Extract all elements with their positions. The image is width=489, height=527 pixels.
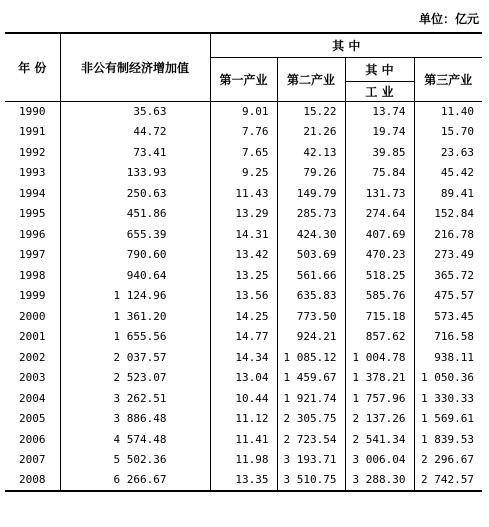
table-body — [5, 101, 482, 491]
cell-industry: 470.23 — [345, 245, 414, 266]
cell-tertiary: 1 050.36 — [414, 368, 482, 389]
header-secondary: 第二产业 — [277, 57, 345, 101]
cell-industry: 2 137.26 — [345, 409, 414, 430]
cell-industry: 75.84 — [345, 163, 414, 184]
cell-total: 790.60 — [60, 245, 210, 266]
cell-primary: 7.76 — [210, 122, 277, 143]
cell-primary: 13.35 — [210, 470, 277, 491]
cell-tertiary: 152.84 — [414, 204, 482, 225]
cell-total: 3 886.48 — [60, 409, 210, 430]
cell-industry: 13.74 — [345, 101, 414, 122]
table-row — [5, 409, 482, 430]
cell-secondary: 773.50 — [277, 306, 345, 327]
cell-year: 2007 — [19, 453, 46, 467]
cell-primary: 13.42 — [210, 245, 277, 266]
cell-tertiary: 1 839.53 — [414, 429, 482, 450]
cell-primary: 13.29 — [210, 204, 277, 225]
cell-total: 1 361.20 — [60, 306, 210, 327]
cell-tertiary: 2 742.57 — [414, 470, 482, 491]
header-tertiary: 第三产业 — [414, 57, 482, 101]
cell-total: 5 502.36 — [60, 450, 210, 471]
header-of-which-sub: 其 中 — [345, 57, 414, 81]
cell-primary: 11.98 — [210, 450, 277, 471]
cell-secondary: 2 723.54 — [277, 429, 345, 450]
cell-primary: 11.43 — [210, 183, 277, 204]
cell-industry: 857.62 — [345, 327, 414, 348]
cell-year: 1994 — [19, 186, 46, 200]
cell-primary: 9.25 — [210, 163, 277, 184]
cell-secondary: 1 921.74 — [277, 388, 345, 409]
table-row — [5, 101, 482, 122]
cell-industry: 518.25 — [345, 265, 414, 286]
cell-industry: 39.85 — [345, 142, 414, 163]
cell-total: 250.63 — [60, 183, 210, 204]
cell-industry: 2 541.34 — [345, 429, 414, 450]
cell-year: 1991 — [19, 125, 46, 139]
cell-year: 2006 — [19, 432, 46, 446]
cell-primary: 11.41 — [210, 429, 277, 450]
cell-year: 2008 — [5, 470, 60, 491]
cell-total: 2 037.57 — [60, 347, 210, 368]
table-row — [5, 347, 482, 368]
cell-secondary: 149.79 — [277, 183, 345, 204]
table-row — [5, 327, 482, 348]
cell-secondary: 3 510.75 — [277, 470, 345, 491]
table-row — [5, 224, 482, 245]
cell-tertiary: 938.11 — [414, 347, 482, 368]
cell-year: 2004 — [19, 391, 46, 405]
cell-year: 1990 — [19, 105, 46, 118]
cell-primary: 11.12 — [210, 409, 277, 430]
header-year: 年 份 — [5, 33, 60, 101]
table-row — [5, 163, 482, 184]
cell-total: 133.93 — [60, 163, 210, 184]
table-row — [5, 122, 482, 143]
cell-primary: 13.56 — [210, 286, 277, 307]
table-row — [5, 450, 482, 471]
cell-total: 655.39 — [60, 224, 210, 245]
cell-year: 2002 — [19, 350, 46, 364]
cell-year: 1998 — [19, 268, 46, 282]
cell-secondary: 15.22 — [277, 101, 345, 122]
cell-total: 4 574.48 — [60, 429, 210, 450]
header-of-which: 其 中 — [210, 33, 482, 57]
cell-industry: 3 006.04 — [345, 450, 414, 471]
cell-total: 44.72 — [60, 122, 210, 143]
cell-secondary: 42.13 — [277, 142, 345, 163]
table-row — [5, 265, 482, 286]
cell-industry: 407.69 — [345, 224, 414, 245]
header-primary: 第一产业 — [210, 57, 277, 101]
cell-secondary: 79.26 — [277, 163, 345, 184]
cell-secondary: 1 085.12 — [277, 347, 345, 368]
header-total: 非公有制经济增加值 — [60, 33, 210, 101]
table-row — [5, 388, 482, 409]
header-industry: 工 业 — [345, 81, 414, 101]
cell-tertiary: 45.42 — [414, 163, 482, 184]
cell-year: 1995 — [19, 207, 46, 221]
cell-industry: 3 288.30 — [345, 470, 414, 491]
cell-tertiary: 365.72 — [414, 265, 482, 286]
cell-tertiary: 1 569.61 — [414, 409, 482, 430]
cell-primary: 14.25 — [210, 306, 277, 327]
cell-industry: 1 004.78 — [345, 347, 414, 368]
table-row — [5, 142, 482, 163]
cell-year: 1997 — [19, 248, 46, 262]
cell-secondary: 285.73 — [277, 204, 345, 225]
cell-total: 1 655.56 — [60, 327, 210, 348]
cell-industry: 715.18 — [345, 306, 414, 327]
cell-primary: 10.44 — [210, 388, 277, 409]
cell-tertiary: 89.41 — [414, 183, 482, 204]
table-row — [5, 429, 482, 450]
cell-primary: 9.01 — [210, 101, 277, 122]
table-row — [5, 306, 482, 327]
table-row — [5, 245, 482, 266]
cell-tertiary: 475.57 — [414, 286, 482, 307]
cell-total: 73.41 — [60, 142, 210, 163]
cell-total: 2 523.07 — [60, 368, 210, 389]
cell-year: 1999 — [19, 289, 46, 303]
table-row — [5, 183, 482, 204]
cell-total: 6 266.67 — [60, 470, 210, 491]
cell-primary: 13.25 — [210, 265, 277, 286]
cell-year: 2001 — [19, 330, 46, 344]
table-row — [5, 286, 482, 307]
cell-year: 2003 — [19, 371, 46, 385]
cell-secondary: 21.26 — [277, 122, 345, 143]
cell-tertiary: 2 296.67 — [414, 450, 482, 471]
cell-secondary: 424.30 — [277, 224, 345, 245]
cell-tertiary: 573.45 — [414, 306, 482, 327]
cell-tertiary: 23.63 — [414, 142, 482, 163]
cell-year: 1992 — [19, 145, 46, 159]
cell-total: 451.86 — [60, 204, 210, 225]
cell-total: 1 124.96 — [60, 286, 210, 307]
cell-total: 940.64 — [60, 265, 210, 286]
table-row — [5, 470, 482, 491]
cell-tertiary: 716.58 — [414, 327, 482, 348]
cell-secondary: 561.66 — [277, 265, 345, 286]
cell-year: 2000 — [19, 309, 46, 323]
cell-industry: 1 757.96 — [345, 388, 414, 409]
unit-label: 单位：亿元 — [418, 12, 479, 26]
cell-industry: 1 378.21 — [345, 368, 414, 389]
cell-secondary: 503.69 — [277, 245, 345, 266]
cell-primary: 14.34 — [210, 347, 277, 368]
cell-industry: 274.64 — [345, 204, 414, 225]
cell-secondary: 1 459.67 — [277, 368, 345, 389]
cell-primary: 14.31 — [210, 224, 277, 245]
cell-year: 2005 — [19, 412, 46, 426]
cell-tertiary: 216.78 — [414, 224, 482, 245]
cell-secondary: 2 305.75 — [277, 409, 345, 430]
table-row — [5, 368, 482, 389]
cell-industry: 585.76 — [345, 286, 414, 307]
cell-tertiary: 11.40 — [414, 101, 482, 122]
cell-primary: 14.77 — [210, 327, 277, 348]
cell-tertiary: 1 330.33 — [414, 388, 482, 409]
cell-industry: 19.74 — [345, 122, 414, 143]
data-table — [5, 32, 482, 492]
cell-year: 1996 — [19, 227, 46, 241]
table-header — [5, 33, 482, 101]
cell-secondary: 924.21 — [277, 327, 345, 348]
cell-industry: 131.73 — [345, 183, 414, 204]
cell-primary: 13.04 — [210, 368, 277, 389]
cell-secondary: 635.83 — [277, 286, 345, 307]
table-row — [5, 204, 482, 225]
cell-secondary: 3 193.71 — [277, 450, 345, 471]
cell-tertiary: 15.70 — [414, 122, 482, 143]
cell-total: 35.63 — [60, 101, 210, 122]
cell-primary: 7.65 — [210, 142, 277, 163]
cell-tertiary: 273.49 — [414, 245, 482, 266]
cell-year: 1993 — [19, 166, 46, 180]
cell-total: 3 262.51 — [60, 388, 210, 409]
